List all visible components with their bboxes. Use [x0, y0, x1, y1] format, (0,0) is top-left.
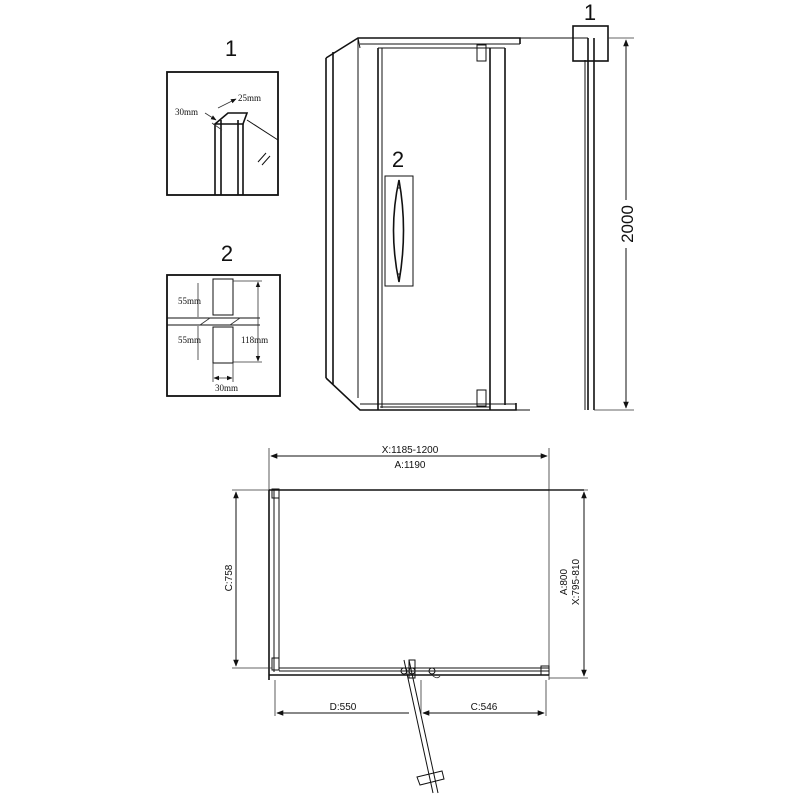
open-door-leaf	[404, 660, 433, 793]
width-a: A:1190	[394, 460, 426, 471]
elevation-callout-2: 2	[391, 147, 405, 172]
corner-profile	[272, 658, 279, 670]
dim-55mm-upper: 55mm	[178, 296, 202, 306]
callout-1-box	[573, 26, 608, 61]
plan-view	[224, 445, 588, 793]
depth-c-758: C:758	[224, 564, 235, 592]
detail-1	[167, 36, 278, 195]
detail-1-frame	[167, 72, 278, 195]
top-hinge	[477, 45, 486, 61]
handle-box	[385, 176, 413, 286]
dim-30mm: 30mm	[215, 383, 239, 393]
dim-25mm: 25mm	[238, 93, 262, 103]
dim-30mm: 30mm	[175, 107, 199, 117]
depth-a-800: A:800	[559, 568, 570, 596]
detail-2-label: 2	[220, 241, 234, 266]
width-range: X:1185-1200	[381, 445, 439, 456]
elevation-view	[326, 0, 637, 410]
dim-118mm: 118mm	[241, 335, 269, 345]
door-handle	[394, 180, 404, 282]
depth-range: X:795-810	[571, 558, 582, 606]
detail-2	[167, 241, 280, 396]
elevation-callout-1: 1	[583, 0, 597, 25]
height-2000: 2000	[618, 205, 637, 243]
bottom-tray	[326, 378, 516, 410]
dim-55mm-lower: 55mm	[178, 335, 202, 345]
detail-1-label: 1	[224, 36, 238, 61]
door-d-550: D:550	[329, 702, 357, 713]
panel-c-546: C:546	[470, 702, 498, 713]
